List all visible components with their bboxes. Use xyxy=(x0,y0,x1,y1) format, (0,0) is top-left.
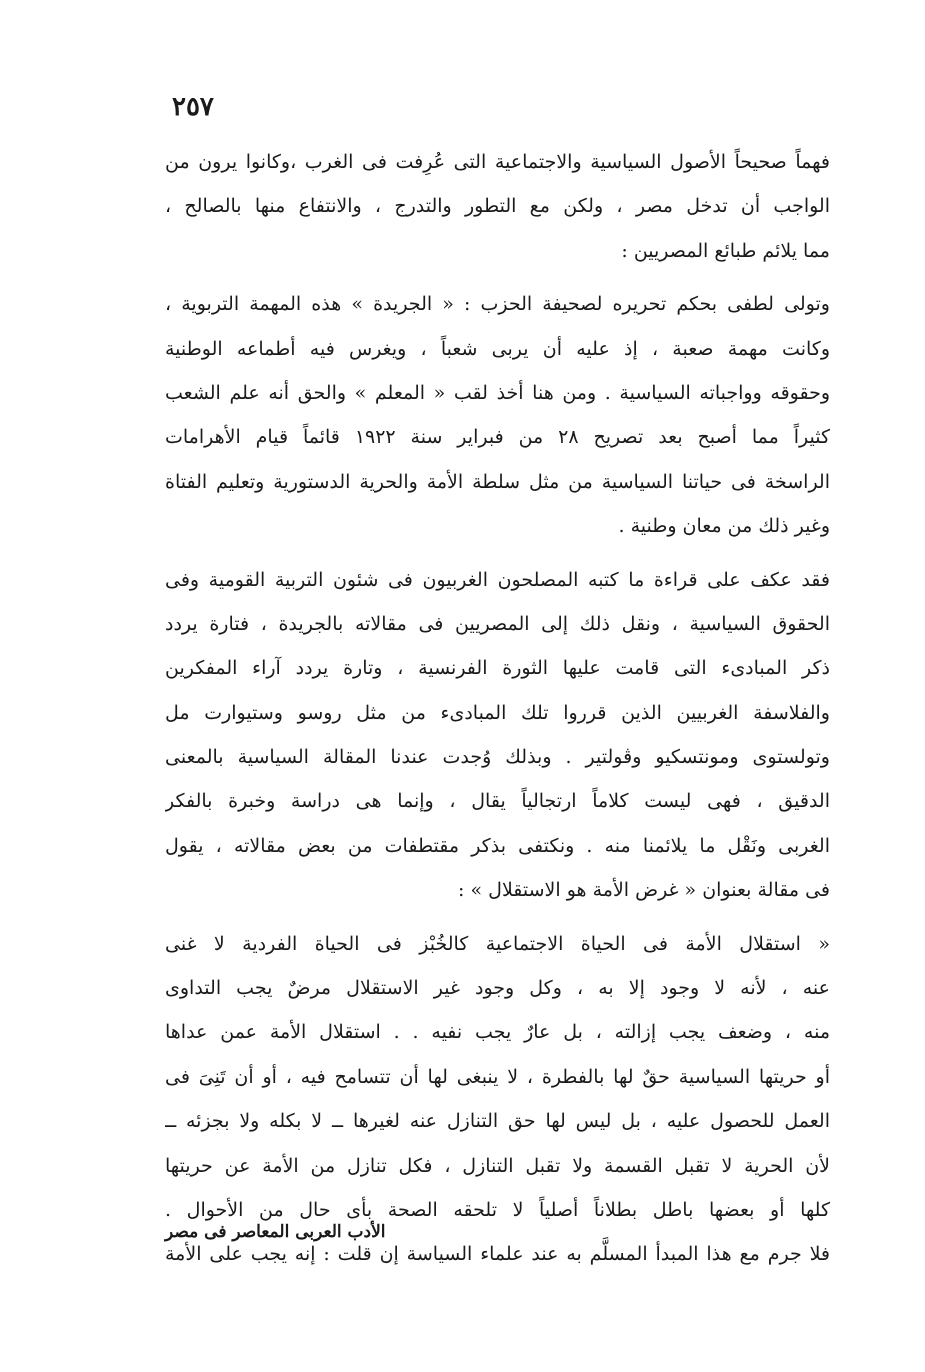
text-line: فهماً صحيحاً الأصول السياسية والاجتماعية التى عُرِفت فى الغرب ،وكانوا يرون من xyxy=(165,151,830,173)
text-line: العمل للحصول عليه ، بل ليس لها حق التنازل عنه لغيرها ــ لا بكله ولا بجزئه ــ xyxy=(165,1110,830,1133)
text-line: أو حريتها السياسية حقٌ لها بالفطرة ، لا ينبغى لها أن تتسامح فيه ، أو أن تَنِىَ فى xyxy=(165,1065,830,1088)
text-line: ذكر المبادىء التى قامت عليها الثورة الفرنسية ، وتارة يردد آراء المفكرين xyxy=(165,657,830,680)
text-line: كلها أو بعضها باطل بطلاناً أصلياً لا تلحقه الصحة بأى حال من الأحوال . xyxy=(165,1198,830,1221)
text-line: وتولى لطفى بحكم تحريره لصحيفة الحزب : « الجريدة » هذه المهمة التربوية ، xyxy=(165,293,830,316)
text-line: الراسخة فى حياتنا السياسية من مثل سلطة الأمة والحرية الدستورية وتعليم الفتاة xyxy=(165,470,830,493)
running-footer: الأدب العربى المعاصر فى مصر xyxy=(165,1222,386,1242)
text-line: عنه ، لأنه لا وجود إلا به ، وكل وجود غير الاستقلال مرضٌ يجب التداوى xyxy=(165,977,830,1000)
text-line: لأن الحرية لا تقبل القسمة ولا تقبل التنازل ، فكل تنازل من الأمة عن حريتها xyxy=(165,1154,830,1177)
text-line: فى مقالة بعنوان « غرض الأمة هو الاستقلال » : xyxy=(458,879,830,902)
text-line: وغير ذلك من معان وطنية . xyxy=(618,515,830,538)
text-line: الدقيق ، فهى ليست كلاماً ارتجالياً يقال ، وإنما هى دراسة وخبرة بالفكر xyxy=(165,790,830,813)
text-line: وكانت مهمة صعبة ، إذ عليه أن يربى شعباً ، ويغرس فيه أطماعه الوطنية xyxy=(165,337,830,360)
text-line: « استقلال الأمة فى الحياة الاجتماعية كالخُبْز فى الحياة الفردية لا غنى xyxy=(165,932,830,955)
text-line: والفلاسفة الغربيين الذين قرروا تلك المبادىء من مثل روسو وستيوارت مل xyxy=(165,701,830,724)
text-line: فقد عكف على قراءة ما كتبه المصلحون الغربيون فى شئون التربية القومية وفى xyxy=(165,568,830,591)
text-line: وتولستوى ومونتسكيو وڤولتير . وبذلك وُجدت عندنا المقالة السياسية بالمعنى xyxy=(165,746,830,769)
paragraph-2 xyxy=(165,282,830,548)
page-number: ٢٥٧ xyxy=(172,92,214,122)
paragraph-1 xyxy=(165,140,830,273)
text-line: كثيراً مما أصبح بعد تصريح ٢٨ من فبراير سنة ١٩٢٢ قائماً قيام الأهرامات xyxy=(165,426,830,449)
text-line: الحقوق السياسية ، ونقل ذلك إلى المصريين فى مقالاته بالجريدة ، فتارة يردد xyxy=(165,612,830,635)
text-line: الواجب أن تدخل مصر ، ولكن مع التطور والتدرج ، والانتفاع منها بالصالح ، xyxy=(165,195,830,218)
text-line: منه ، وضعف يجب إزالته ، بل عارٌ يجب نفيه . . استقلال الأمة عمن عداها xyxy=(165,1021,830,1044)
text-line: فلا جرم مع هذا المبدأ المسلَّم به عند علماء السياسة إن قلت : إنه يجب على الأمة xyxy=(165,1243,830,1266)
body-text xyxy=(165,140,830,1277)
text-line: مما يلائم طبائع المصريين : xyxy=(621,239,830,262)
text-line: الغربى ونَقْل ما يلائمنا منه . ونكتفى بذكر مقتطفات من بعض مقالاته ، يقول xyxy=(165,834,830,857)
paragraph-3 xyxy=(165,558,830,913)
text-line: وحقوقه وواجباته السياسية . ومن هنا أخذ لقب « المعلم » والحق أنه علم الشعب xyxy=(165,381,830,404)
